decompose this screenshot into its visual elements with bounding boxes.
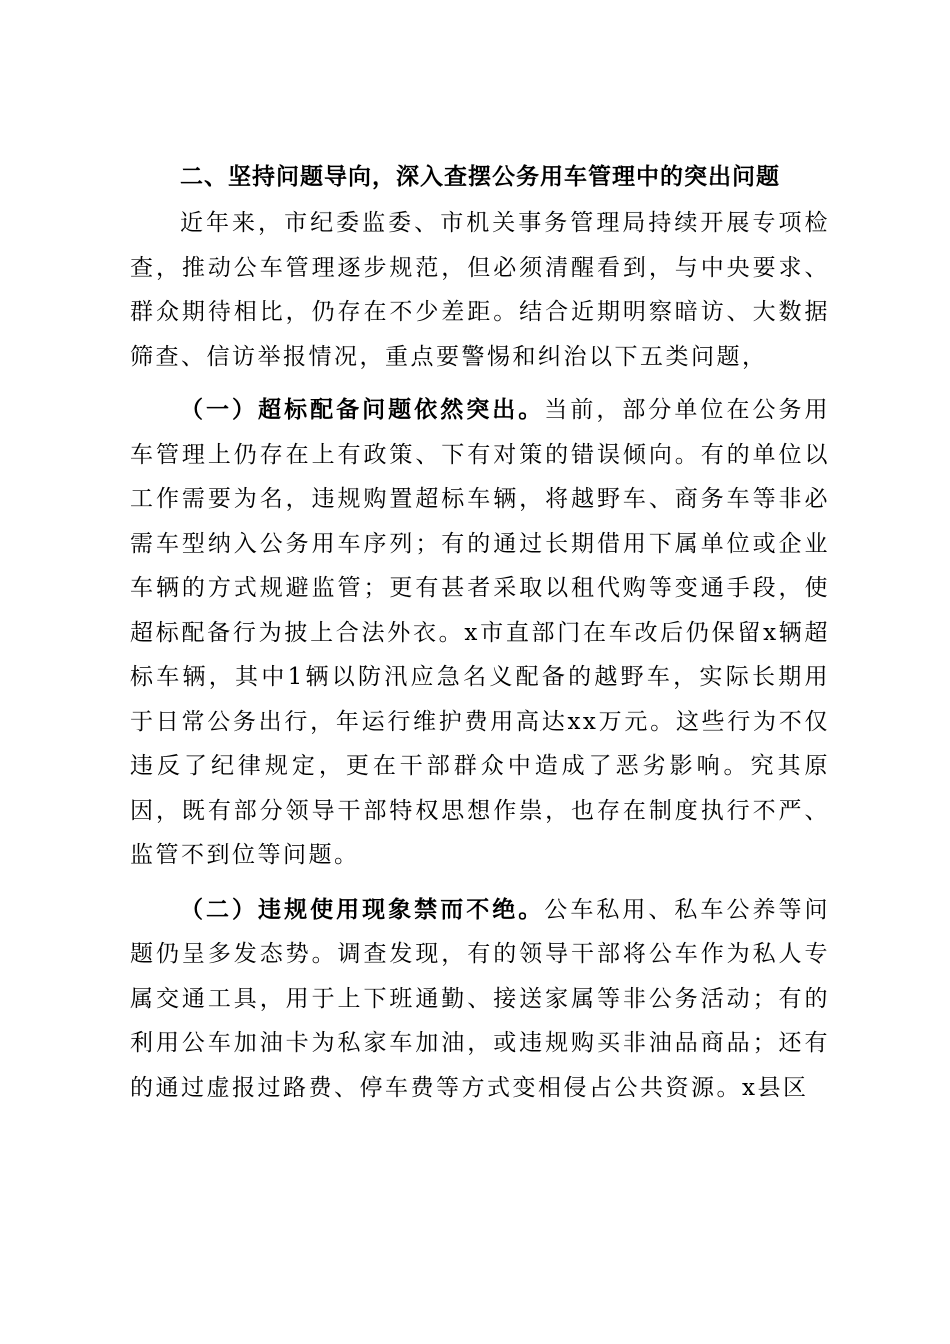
subsection-1-heading: （一）超标配备问题依然突出。 (180, 396, 545, 423)
intro-paragraph-text: 近年来，市纪委监委、市机关事务管理局持续开展专项检查，推动公车管理逐步规范，但必须清醒看到，与中央要求、群众期待相比，仍存在不少差距。结合近期明察暗访、大数据筛查、信访举报情况，重点要警惕和纠治以下五类问题， (130, 210, 830, 370)
document-body (130, 155, 830, 1110)
section-heading: 二、坚持问题导向，深入查摆公务用车管理中的突出问题 (180, 163, 780, 190)
subsection-2-paragraph (130, 888, 830, 1111)
intro-paragraph (130, 201, 830, 379)
subsection-2-text: 公车私用、私车公养等问题仍呈多发态势。调查发现，有的领导干部将公车作为私人专属交通工具，用于上下班通勤、接送家属等非公务活动；有的利用公车加油卡为私家车加油，或违规购买非油品商品；还有的通过虚报过路费、停车费等方式变相侵占公共资源。x县区 (130, 896, 831, 1101)
subsection-1-text: 当前，部分单位在公务用车管理上仍存在上有政策、下有对策的错误倾向。有的单位以工作需要为名，违规购置超标车辆，将越野车、商务车等非必需车型纳入公务用车序列；有的通过长期借用下属单位或企业车辆的方式规避监管；更有甚者采取以租代购等变通手段，使超标配备行为披上合法外衣。x市直部门在车改后仍保留x辆超标车辆，其中1辆以防汛应急名义配备的越野车，实际长期用于日常公务出行，年运行维护费用高达xx万元。这些行为不仅违反了纪律规定，更在干部群众中造成了恶劣影响。究其原因，既有部分领导干部特权思想作祟，也存在制度执行不严、监管不到位等问题。 (130, 397, 831, 868)
subsection-1-paragraph (130, 388, 830, 878)
subsection-2-heading: （二）违规使用现象禁而不绝。 (180, 895, 545, 923)
